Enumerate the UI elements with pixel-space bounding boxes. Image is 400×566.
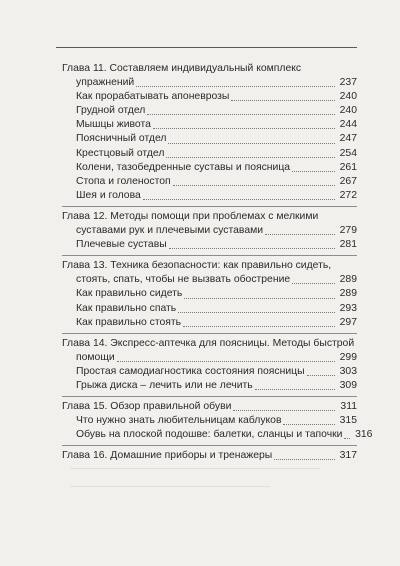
dot-leader — [168, 143, 335, 144]
toc-chapter — [62, 62, 357, 203]
page-number: 289 — [339, 288, 357, 300]
page-number: 279 — [339, 225, 357, 237]
toc-entry-section — [62, 189, 357, 203]
dot-leader — [184, 298, 335, 299]
page-number: 303 — [339, 365, 357, 377]
toc-entry-section — [62, 316, 357, 330]
dot-leader — [166, 157, 335, 158]
top-rule — [56, 47, 357, 48]
section-title: Поясничный отдел — [76, 133, 167, 145]
dot-leader — [136, 86, 335, 87]
toc-entry-chapter — [62, 449, 357, 463]
dot-leader — [147, 114, 335, 115]
page-number: 297 — [339, 316, 357, 328]
section-title: Как правильно сидеть — [76, 288, 183, 300]
toc-entry-section — [62, 428, 373, 442]
dot-leader — [265, 234, 335, 235]
section-title: Как правильно стоять — [76, 316, 182, 328]
section-title: Крестцовый отдел — [76, 147, 165, 159]
page-number: 261 — [339, 161, 357, 173]
page-number: 311 — [340, 401, 357, 413]
toc-entry-section — [62, 104, 357, 118]
page-number: 240 — [339, 91, 357, 103]
section-title: Как прорабатывать апоневрозы — [76, 91, 230, 103]
toc-entry-section — [62, 118, 357, 132]
section-title: Шея и голова — [76, 189, 141, 201]
chapter-title-line2: упражнений — [76, 77, 135, 89]
section-title: Стопа и голеностоп — [76, 175, 171, 187]
section-title: Как правильно спать — [76, 302, 177, 314]
section-title: Грыжа диска – лечить или не лечить — [76, 379, 253, 391]
table-of-contents — [62, 62, 373, 463]
page-number: 281 — [339, 239, 357, 251]
toc-chapter — [62, 445, 357, 463]
page-number: 272 — [339, 189, 357, 201]
page-number: 244 — [339, 119, 357, 131]
toc-chapter — [62, 255, 357, 329]
page-number: 315 — [339, 415, 357, 427]
toc-entry-section — [62, 175, 357, 189]
toc-entry-section — [62, 287, 357, 301]
dot-leader — [283, 424, 335, 425]
dot-leader — [231, 100, 335, 101]
dot-leader — [153, 128, 335, 129]
chapter-title-line1: Глава 11. Составляем индивидуальный комплекс — [62, 63, 302, 74]
toc-entry-chapter — [62, 400, 357, 414]
dot-leader — [183, 326, 335, 327]
chapter-title-line1: Глава 13. Техника безопасности: как правильно сидеть, — [62, 260, 332, 272]
toc-entry-section — [62, 302, 357, 316]
toc-entry-section — [62, 414, 357, 428]
section-title: Обувь на плоской подошве: балетки, сланцы и тапочки — [76, 429, 343, 441]
toc-entry-section — [62, 379, 357, 393]
section-title: Колени, тазобедренные суставы и поясница — [76, 161, 291, 173]
section-title: Грудной отдел — [76, 105, 146, 117]
chapter-title-line2: стоять, спать, чтобы не вызвать обострение — [76, 274, 291, 286]
page-number: 309 — [339, 379, 357, 391]
toc-chapter — [62, 396, 373, 442]
toc-entry-chapter — [62, 351, 357, 365]
dot-leader — [117, 361, 335, 362]
toc-entry-section — [62, 147, 357, 161]
bleed-through-line — [70, 486, 270, 487]
toc-entry-section — [62, 90, 357, 104]
dot-leader — [292, 283, 335, 284]
dot-leader — [255, 389, 335, 390]
page-number: 317 — [339, 450, 357, 462]
dot-leader — [292, 171, 335, 172]
page-number: 240 — [339, 105, 357, 117]
page-number: 289 — [339, 274, 357, 286]
toc-entry-chapter — [62, 273, 357, 287]
section-title: Что нужно знать любительницам каблуков — [76, 415, 282, 427]
dot-leader — [173, 185, 335, 186]
section-title: Мышцы живота — [76, 119, 151, 131]
toc-entry-chapter — [62, 76, 357, 90]
dot-leader — [274, 459, 335, 460]
chapter-title-line1: Глава 14. Экспресс-аптечка для поясницы. Методы быстрой — [62, 337, 355, 349]
page-number: 267 — [339, 175, 357, 187]
page-number: 299 — [339, 351, 357, 363]
toc-chapter — [62, 333, 357, 393]
bleed-through-line — [70, 468, 320, 469]
dot-leader — [169, 248, 335, 249]
page-number: 254 — [339, 147, 357, 159]
dot-leader — [178, 312, 335, 313]
dot-leader — [143, 199, 335, 200]
page-number: 237 — [339, 77, 357, 89]
dot-leader — [307, 375, 335, 376]
toc-entry-chapter — [62, 224, 357, 238]
toc-chapter — [62, 206, 357, 252]
chapter-title-line2: суставами рук и плечевыми суставами — [76, 225, 264, 237]
section-title: Плечевые суставы — [76, 239, 167, 251]
dot-leader — [344, 438, 350, 439]
chapter-title-line2: помощи — [76, 351, 115, 363]
page-number: 293 — [339, 302, 357, 314]
section-title: Простая самодиагностика состояния поясницы — [76, 365, 305, 377]
toc-entry-section — [62, 161, 357, 175]
dot-leader — [233, 410, 335, 411]
toc-entry-section — [62, 238, 357, 252]
toc-entry-section — [62, 365, 357, 379]
chapter-title-line1: Глава 15. Обзор правильной обуви — [62, 401, 232, 413]
chapter-title-line1: Глава 12. Методы помощи при проблемах с мелкими — [62, 210, 319, 222]
chapter-title-line1: Глава 16. Домашние приборы и тренажеры — [62, 450, 273, 462]
page-number: 247 — [339, 133, 357, 145]
page-number: 316 — [355, 429, 373, 441]
toc-entry-section — [62, 132, 357, 146]
